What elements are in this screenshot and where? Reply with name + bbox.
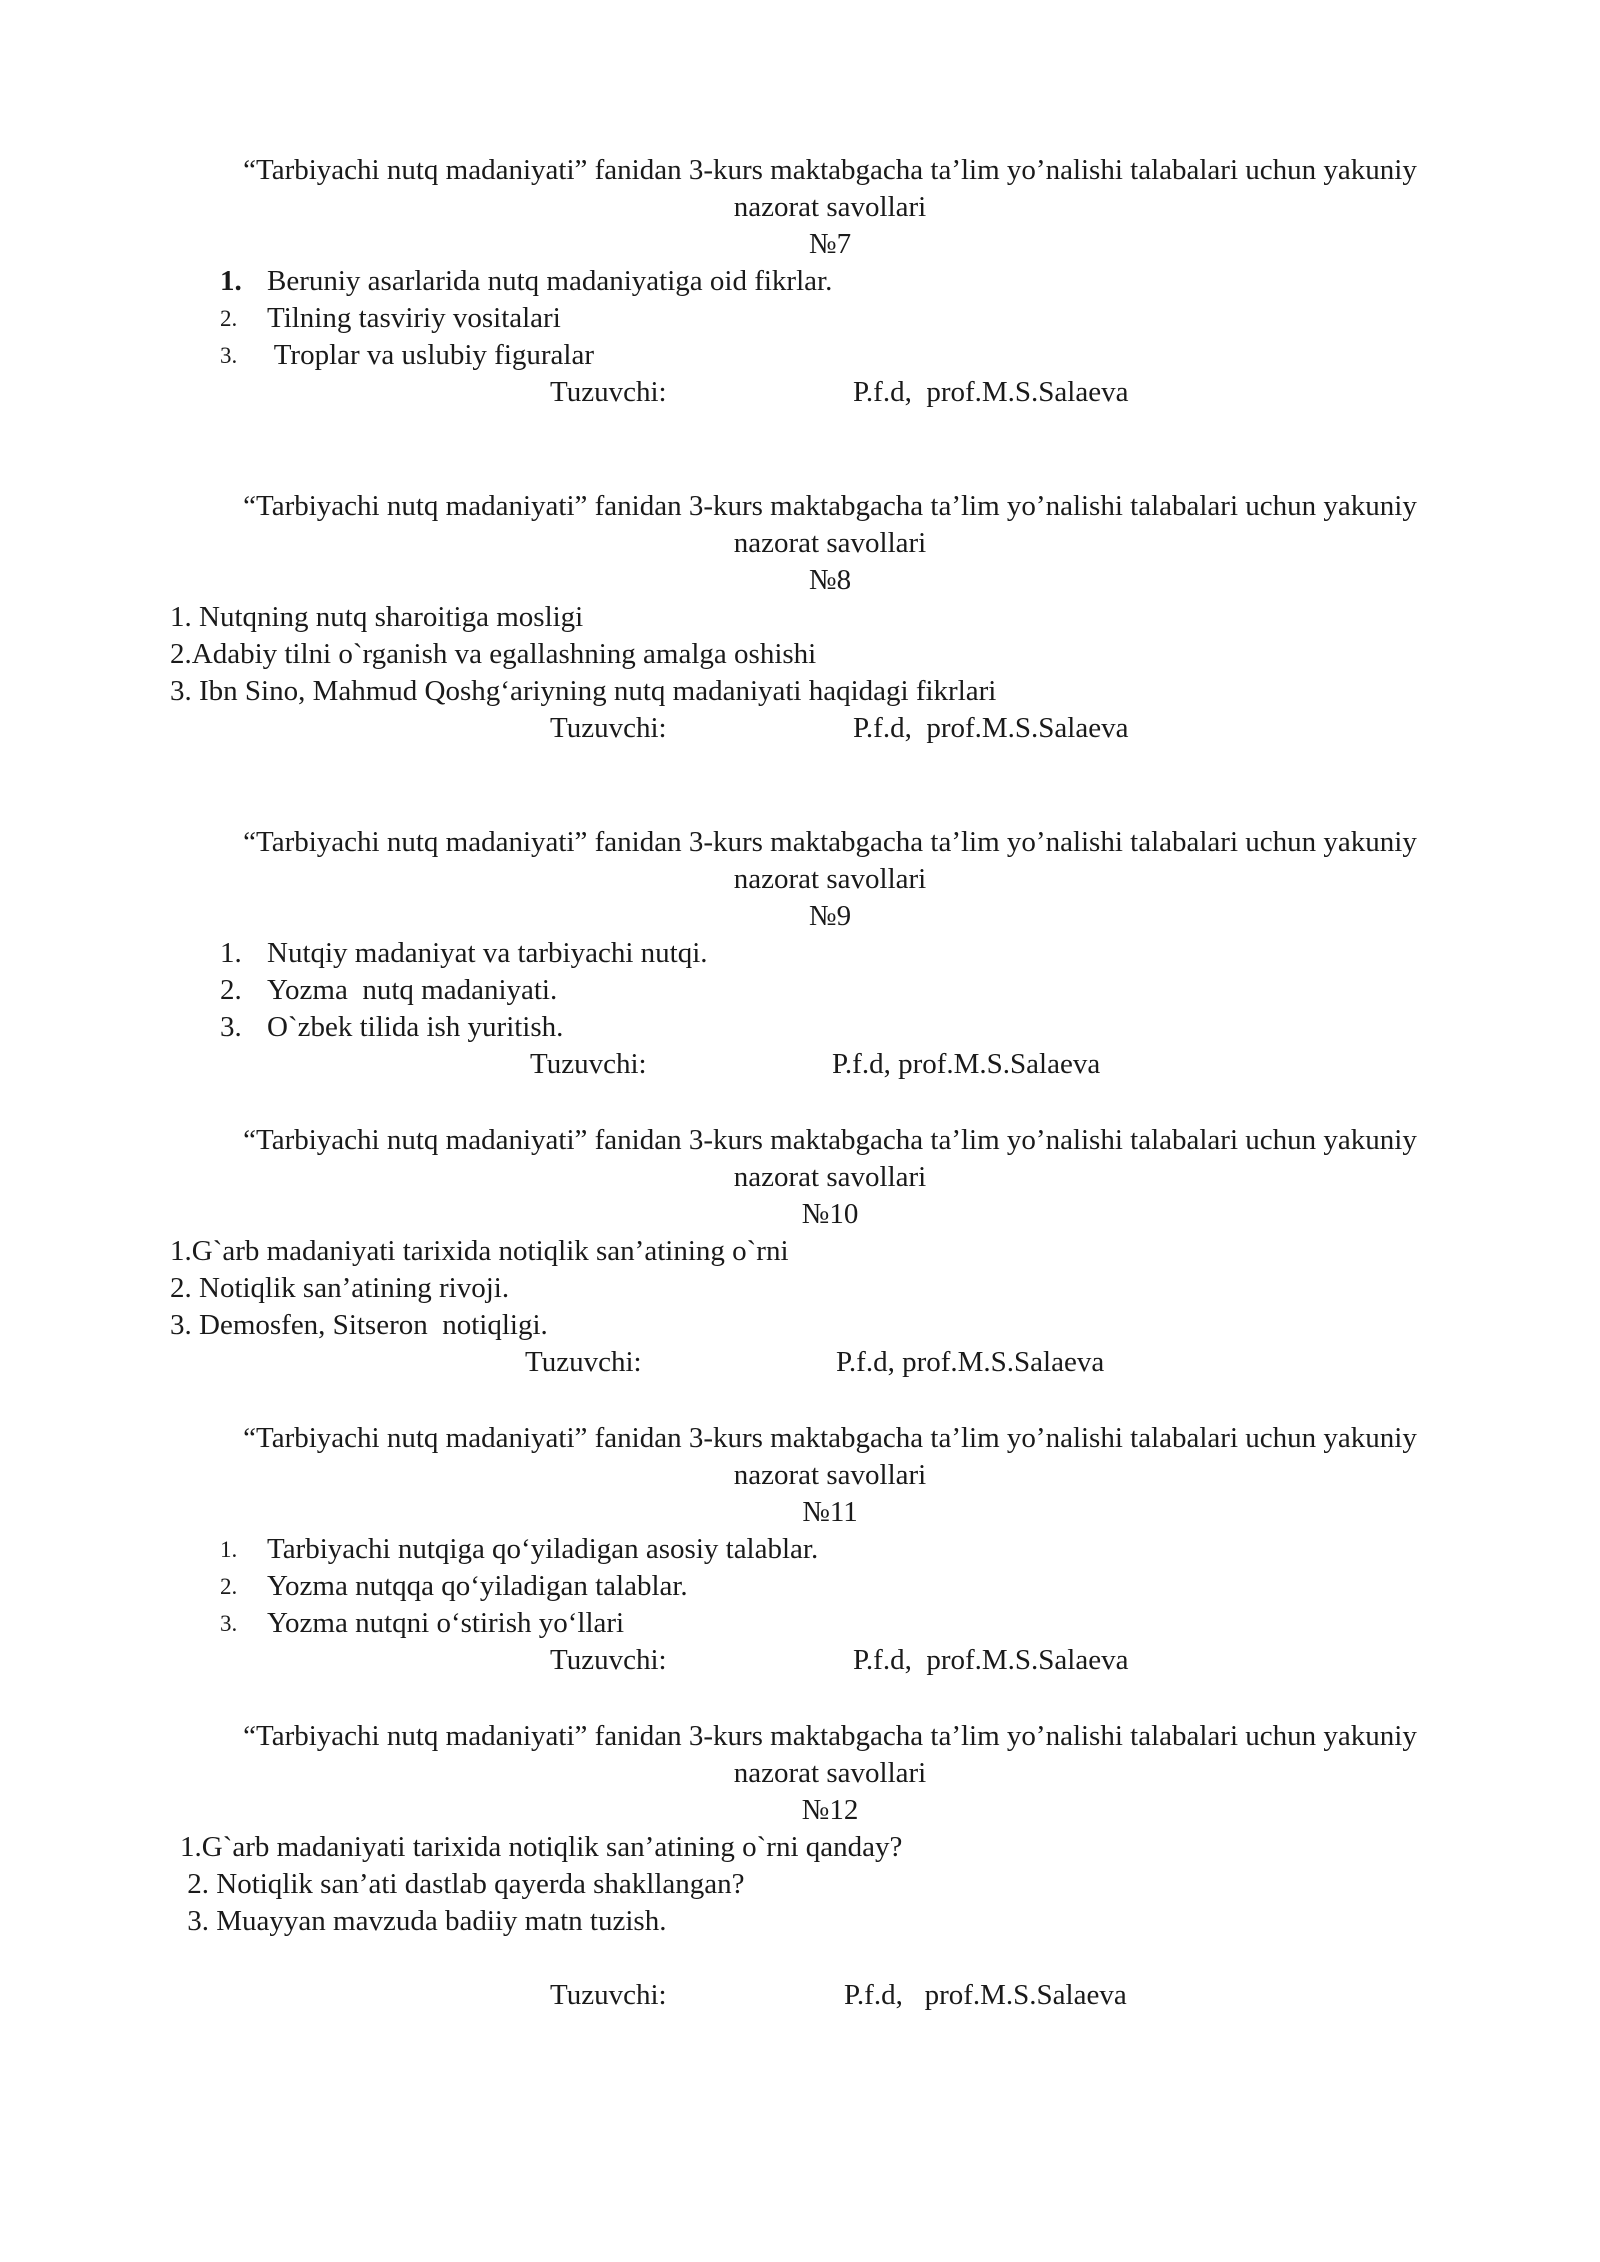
- compiler-name: P.f.d, prof.M.S.Salaeva: [853, 376, 1129, 408]
- compiler-name: P.f.d, prof.M.S.Salaeva: [836, 1346, 1105, 1378]
- ticket-number: №8: [808, 564, 852, 596]
- list-item: [170, 1531, 1490, 1568]
- item-marker: 2.: [220, 974, 242, 1006]
- signature-line: [170, 374, 1490, 411]
- item-text: Yozma nutqni o‘stirish yo‘llari: [267, 1607, 625, 1639]
- compiler-label: Tuzuvchi:: [550, 1644, 667, 1676]
- item-marker: 1.: [220, 265, 242, 297]
- question-block-8: [170, 488, 1490, 747]
- list-item: [170, 263, 1490, 300]
- compiler-name: P.f.d, prof.M.S.Salaeva: [832, 1048, 1101, 1080]
- block-title: “Tarbiyachi nutq madaniyati” fanidan 3-kurs maktabgacha ta’lim yo’nalishi talabalari uchun yakuniy nazorat savollari: [243, 1720, 1417, 1789]
- question-list: [170, 599, 1490, 710]
- item-marker: 2.: [220, 1574, 238, 1599]
- block-title: “Tarbiyachi nutq madaniyati” fanidan 3-kurs maktabgacha ta’lim yo’nalishi talabalari uchun yakuniy nazorat savollari: [243, 154, 1417, 223]
- item-text: Tilning tasviriy vositalari: [267, 302, 561, 334]
- ticket-number: №10: [801, 1198, 859, 1230]
- question-list: [170, 1531, 1490, 1642]
- ticket-number: №7: [808, 228, 852, 260]
- item-marker: 1.: [220, 937, 242, 969]
- list-item: 1.G`arb madaniyati tarixida notiqlik san’atining o`rni: [170, 1235, 789, 1267]
- ticket-number: №9: [808, 900, 852, 932]
- list-item: 2. Notiqlik san’atining rivoji.: [170, 1272, 510, 1304]
- ticket-number: №12: [801, 1794, 859, 1826]
- item-text: Nutqiy madaniyat va tarbiyachi nutqi.: [267, 937, 708, 969]
- question-list: [170, 263, 1490, 374]
- list-item: [170, 935, 1490, 972]
- item-marker: 1.: [220, 1537, 238, 1562]
- item-text: Beruniy asarlarida nutq madaniyatiga oid fikrlar.: [267, 265, 833, 297]
- list-item: 3. Ibn Sino, Mahmud Qoshg‘ariyning nutq madaniyati haqidagi fikrlari: [170, 675, 997, 707]
- list-item: [170, 1568, 1490, 1605]
- list-item: 1. Nutqning nutq sharoitiga mosligi: [170, 601, 584, 633]
- item-text: Troplar va uslubiy figuralar: [267, 339, 595, 371]
- signature-line: [170, 1977, 1490, 2014]
- item-text: O`zbek tilida ish yuritish.: [267, 1011, 564, 1043]
- item-marker: 3.: [220, 1011, 242, 1043]
- list-item: 3. Muayyan mavzuda badiiy matn tuzish.: [180, 1905, 667, 1937]
- signature-line: [170, 1642, 1490, 1679]
- compiler-label: Tuzuvchi:: [550, 376, 667, 408]
- question-list: [170, 1829, 1490, 1940]
- question-block-12: [170, 1718, 1490, 2014]
- signature-line: [170, 710, 1490, 747]
- ticket-number: №11: [802, 1496, 858, 1528]
- item-marker: 3.: [220, 343, 238, 368]
- list-item: [170, 1009, 1490, 1046]
- block-title: “Tarbiyachi nutq madaniyati” fanidan 3-kurs maktabgacha ta’lim yo’nalishi talabalari uchun yakuniy nazorat savollari: [243, 1422, 1417, 1491]
- item-marker: 2.: [220, 306, 238, 331]
- question-block-7: [170, 152, 1490, 411]
- question-list: [170, 935, 1490, 1046]
- list-item: [170, 972, 1490, 1009]
- question-block-10: [170, 1122, 1490, 1381]
- list-item: [170, 300, 1490, 337]
- item-text: Yozma nutq madaniyati.: [267, 974, 558, 1006]
- item-text: Yozma nutqqa qo‘yiladigan talablar.: [267, 1570, 688, 1602]
- compiler-name: P.f.d, prof.M.S.Salaeva: [853, 712, 1129, 744]
- compiler-label: Tuzuvchi:: [530, 1048, 647, 1080]
- list-item: 2. Notiqlik san’ati dastlab qayerda shakllangan?: [180, 1868, 745, 1900]
- compiler-label: Tuzuvchi:: [550, 1979, 667, 2011]
- block-title: “Tarbiyachi nutq madaniyati” fanidan 3-kurs maktabgacha ta’lim yo’nalishi talabalari uchun yakuniy nazorat savollari: [243, 1124, 1417, 1193]
- signature-line: [170, 1046, 1490, 1083]
- item-marker: 3.: [220, 1611, 238, 1636]
- list-item: [170, 1605, 1490, 1642]
- list-item: 1.G`arb madaniyati tarixida notiqlik san’atining o`rni qanday?: [180, 1831, 903, 1863]
- question-block-9: [170, 824, 1490, 1083]
- compiler-label: Tuzuvchi:: [550, 712, 667, 744]
- compiler-name: P.f.d, prof.M.S.Salaeva: [844, 1979, 1127, 2011]
- item-text: Tarbiyachi nutqiga qo‘yiladigan asosiy talablar.: [267, 1533, 819, 1565]
- compiler-label: Tuzuvchi:: [525, 1346, 642, 1378]
- block-title: “Tarbiyachi nutq madaniyati” fanidan 3-kurs maktabgacha ta’lim yo’nalishi talabalari uchun yakuniy nazorat savollari: [243, 826, 1417, 895]
- compiler-name: P.f.d, prof.M.S.Salaeva: [853, 1644, 1129, 1676]
- signature-line: [170, 1344, 1490, 1381]
- block-title: “Tarbiyachi nutq madaniyati” fanidan 3-kurs maktabgacha ta’lim yo’nalishi talabalari uchun yakuniy nazorat savollari: [243, 490, 1417, 559]
- question-block-11: [170, 1420, 1490, 1679]
- list-item: 3. Demosfen, Sitseron notiqligi.: [170, 1309, 548, 1341]
- question-list: [170, 1233, 1490, 1344]
- list-item: [170, 337, 1490, 374]
- list-item: 2.Adabiy tilni o`rganish va egallashning amalga oshishi: [170, 638, 817, 670]
